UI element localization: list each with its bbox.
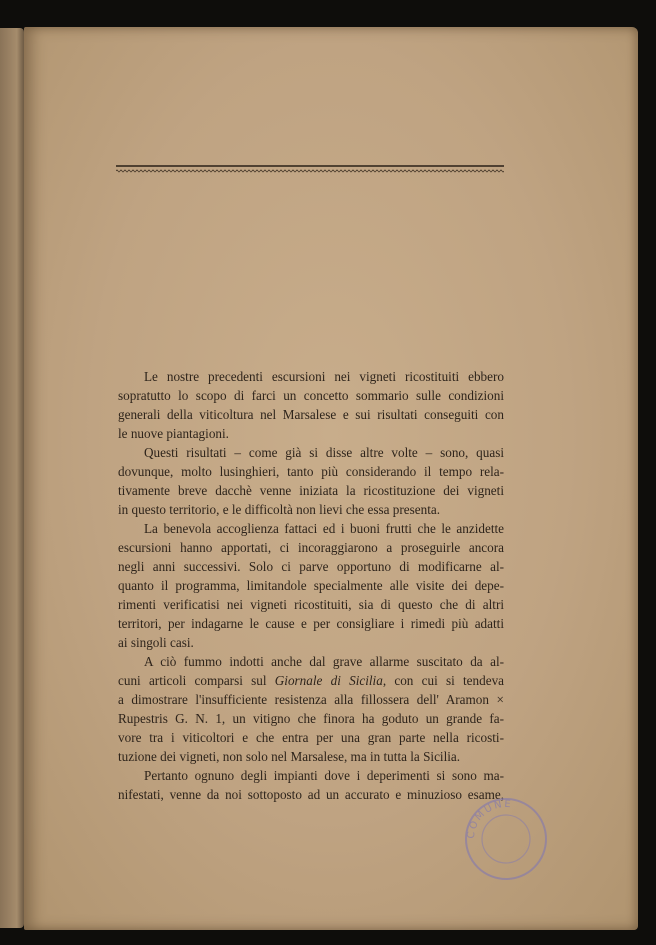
text-line: in questo territorio, e le difficoltà non lievi che essa presenta.: [118, 502, 441, 517]
text-line: rimenti verificatisi nei vigneti ricostituiti, sia di questo che di altri: [118, 597, 504, 612]
paragraph-5: [118, 766, 504, 804]
text-line: Questi risultati – come già si disse altre volte – sono, quasi: [144, 445, 504, 460]
text-line: generali della viticoltura nel Marsalese e sui risultati conseguiti con: [118, 407, 504, 422]
text-line: sopratutto lo scopo di farci un concetto sommario sulle condizioni: [118, 388, 504, 403]
text-line: tuzione dei vigneti, non solo nel Marsalese, ma in tutta la Sicilia.: [118, 749, 461, 764]
text-line: A ciò fummo indotti anche dal grave allarme suscitato da al-: [144, 654, 504, 669]
text-line: a dimostrare l'insufficiente resistenza alla fillossera dell' Aramon ×: [118, 692, 504, 707]
text-line: La benevola accoglienza fattaci ed i buoni frutti che le anzidette: [144, 521, 504, 536]
library-stamp: [462, 795, 550, 883]
paragraph-2: [118, 443, 504, 519]
text-line: tivamente breve dacchè venne iniziata la ricostituzione dei vigneti: [118, 483, 504, 498]
text-line: le nuove piantagioni.: [118, 426, 229, 441]
text-line-with-italic: [118, 671, 504, 690]
text-segment: cuni articoli comparsi sul: [118, 673, 275, 688]
text-line: nifestati, venne da noi sottoposto ad un accurato e minuzioso esame,: [118, 787, 504, 802]
newspaper-title: Giornale di Sicilia: [274, 673, 383, 688]
text-line: quanto il programma, limitandole specialmente alle visite dei depe-: [118, 578, 504, 593]
text-line: Pertanto ognuno degli impianti dove i deperimenti si sono ma-: [144, 768, 504, 783]
text-line: negli anni successivi. Solo ci parve opportuno di modificarne al-: [118, 559, 504, 574]
text-line: vore tra i viticoltori e che entra per una gran parte nella ricosti-: [118, 730, 504, 745]
document-page: [24, 27, 638, 930]
decorative-rule: [116, 164, 504, 176]
svg-text:COMUNE: [466, 799, 513, 840]
text-segment: , con cui si tendeva: [382, 673, 505, 688]
stamp-text: COMUNE: [465, 798, 513, 840]
body-text: [118, 367, 504, 804]
paragraph-3: [118, 519, 504, 652]
text-line: dovunque, molto lusinghieri, tanto più considerando il tempo rela-: [118, 464, 504, 479]
text-line: territori, per indagarne le cause e per consigliare i rimedi più adatti: [118, 616, 504, 631]
facing-page-edge: [0, 28, 24, 928]
text-line: ai singoli casi.: [118, 635, 194, 650]
paragraph-4: [118, 652, 504, 766]
text-line: escursioni hanno apportati, ci incoraggiarono a proseguirle ancora: [118, 540, 504, 555]
text-line: Rupestris G. N. 1, un vitigno che finora ha goduto un grande fa-: [118, 711, 504, 726]
paragraph-1: [118, 367, 504, 443]
text-line: Le nostre precedenti escursioni nei vigneti ricostituiti ebbero: [144, 369, 504, 384]
